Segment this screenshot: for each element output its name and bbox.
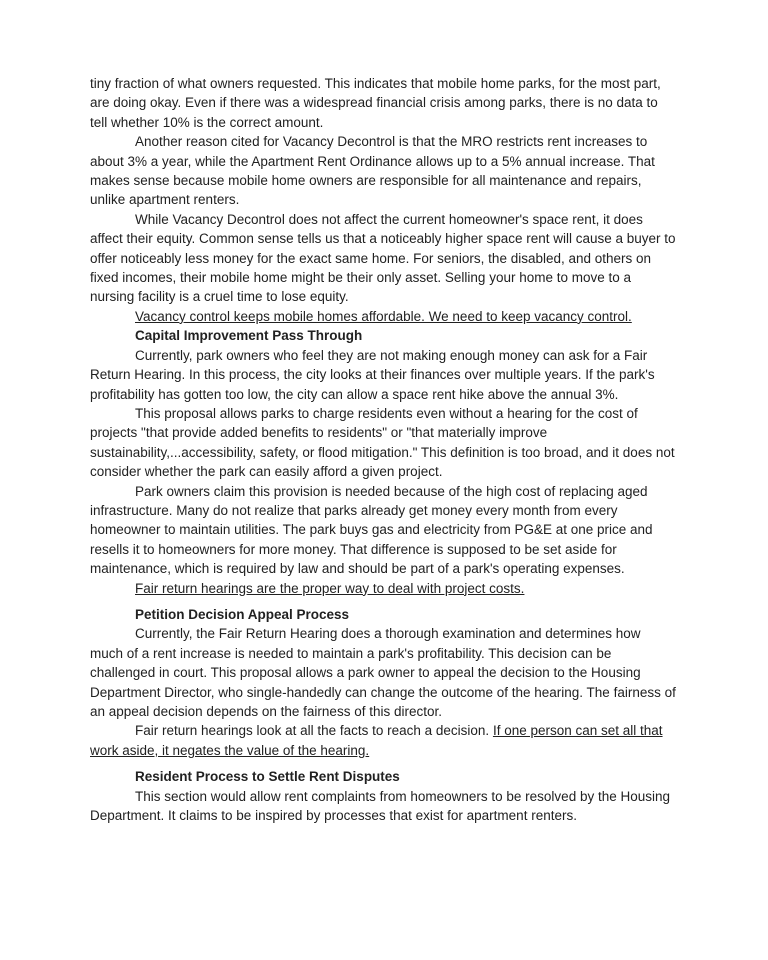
section-heading-petition-appeal: Petition Decision Appeal Process	[135, 606, 350, 622]
paragraph: tiny fraction of what owners requested. This indicates that mobile home parks, for the most part, are doing okay. Even if there was a widespread financial crisis among parks, there is no data to tell whether 10% is the correct amount.	[90, 76, 661, 130]
emphasis-line: Fair return hearings are the proper way to deal with project costs.	[135, 580, 525, 596]
paragraph: Currently, the Fair Return Hearing does a thorough examination and determines how much of a rent increase is needed to maintain a park's profitability. This decision can be challenged in court. This proposal allows a park owner to appeal the decision to the Housing Department Director, who single-handedly can change the outcome of the hearing. The fairness of an appeal decision depends on the fairness of this director.	[90, 626, 676, 719]
emphasis-line: Vacancy control keeps mobile homes affordable. We need to keep vacancy control.	[135, 308, 632, 324]
paragraph: While Vacancy Decontrol does not affect the current homeowner's space rent, it does affect their equity. Common sense tells us that a noticeably higher space rent will cause a buyer to offer noticeably less money for the exact same home. For seniors, the disabled, and others on fixed incomes, their mobile home might be their only asset. Selling your home to move to a nursing facility is a cruel time to lose equity.	[90, 211, 676, 305]
emphasis-run: If one person can set all that work aside, it negates the value of the hearing.	[90, 723, 663, 758]
paragraph: This proposal allows parks to charge residents even without a hearing for the cost of projects "that provide added benefits to residents" or "that materially improve sustainability,...accessibility, safety, or flood mitigation." This definition is too broad, and it does not consider whether the park can easily afford a given project.	[90, 405, 675, 480]
paragraph	[90, 721, 676, 760]
paragraph: Currently, park owners who feel they are not making enough money can ask for a Fair Return Hearing. In this process, the city looks at their finances over multiple years. If the park's profitability has gotten too low, the city can allow a space rent hike above the annual 3%.	[90, 347, 655, 402]
paragraph: This section would allow rent complaints from homeowners to be resolved by the Housing Department. It claims to be inspired by processes that exist for apartment renters.	[90, 788, 671, 824]
paragraph: Park owners claim this provision is needed because of the high cost of replacing aged infrastructure. Many do not realize that parks already get money every month from every homeowner to maintain utilities. The park buys gas and electricity from PG&E at one price and resells it to homeowners for more money. That difference is supposed to be set aside for maintenance, which is required by law and should be part of a park's operating expenses.	[90, 483, 653, 577]
section-heading-capital-improvement: Capital Improvement Pass Through	[135, 328, 363, 344]
text-run: Fair return hearings look at all the facts to reach a decision.	[135, 723, 493, 739]
paragraph: Another reason cited for Vacancy Decontrol is that the MRO restricts rent increases to about 3% a year, while the Apartment Rent Ordinance allows up to a 5% annual increase. That makes sense because mobile home owners are responsible for all maintenance and repairs, unlike apartment renters.	[90, 134, 655, 208]
section-heading-resident-process: Resident Process to Settle Rent Disputes	[135, 769, 400, 785]
